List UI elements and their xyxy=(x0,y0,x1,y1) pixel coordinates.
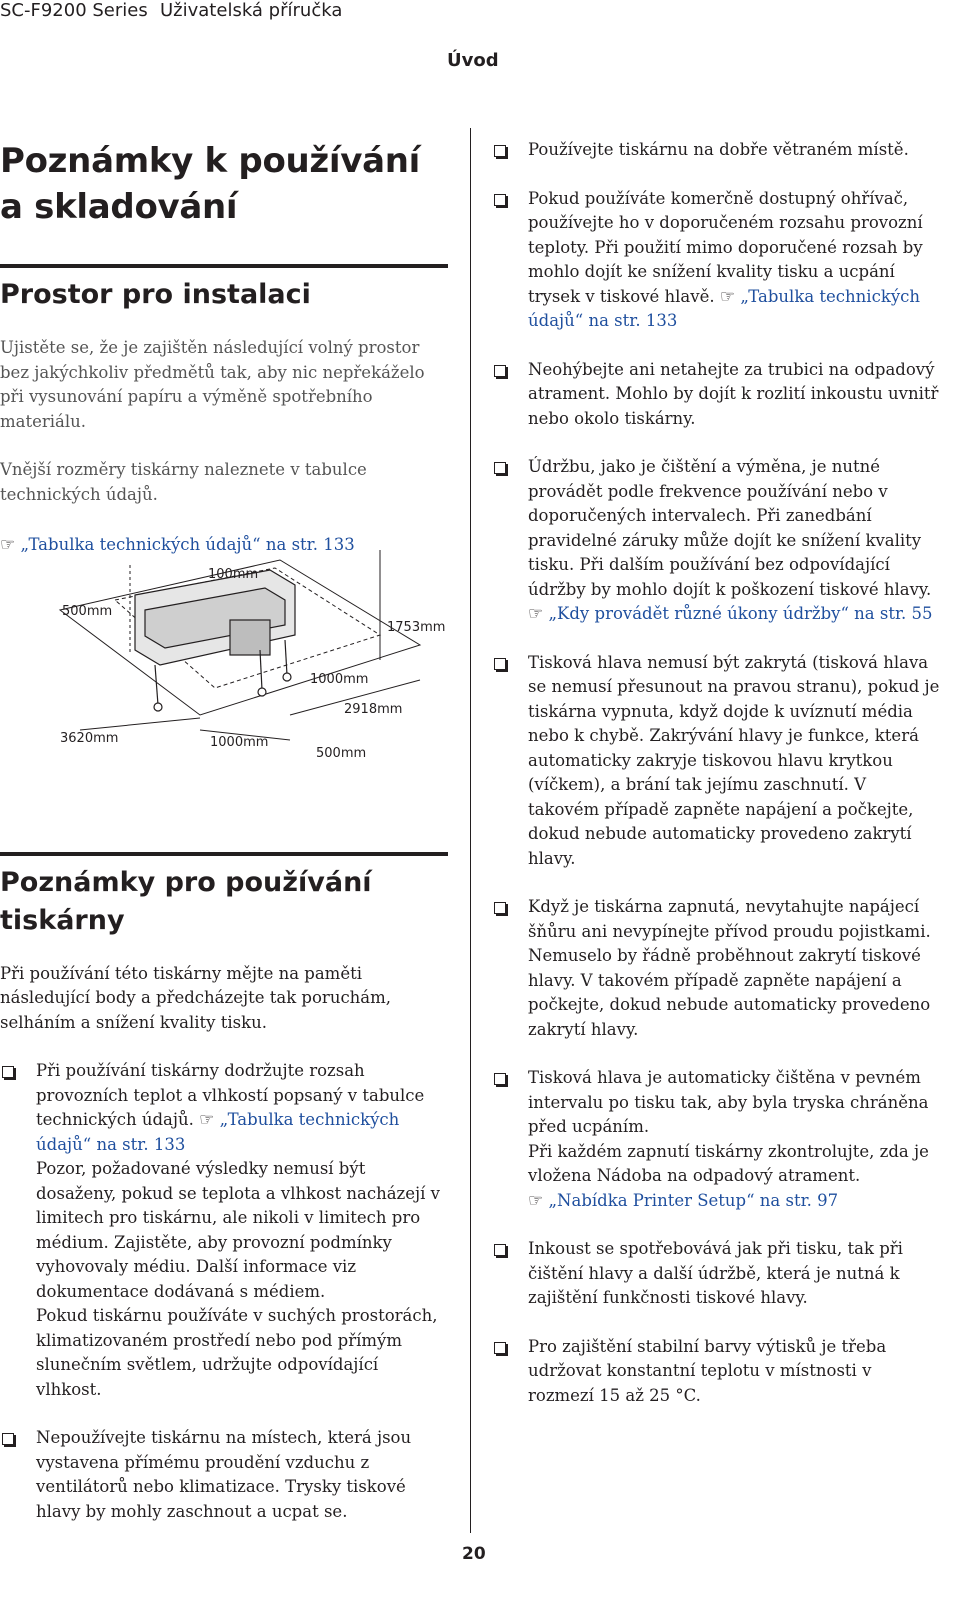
list-item: Údržbu, jako je čištění a výměna, je nutné provádět podle frekvence používání nebo v doporučených intervalech. Při zanedbání pravidelné záruky může dojít ke snížení kvality tisku. Při dalším používání bez odpovídající údržby by mohlo dojít k poškození tiskové hlavy. ☞ „Kdy provádět různé úkony údržby“ na str. 55 xyxy=(492,455,940,627)
left-column xyxy=(0,138,448,1548)
checkbox-bullet-icon xyxy=(494,145,506,157)
checkbox-bullet-icon xyxy=(494,194,506,206)
heading-rule-2 xyxy=(0,852,448,856)
list-item: Tisková hlava je automaticky čištěna v pevném intervalu po tisku tak, aby byla tryska chráněna před ucpáním. Při každém zapnutí tiskárny zkontrolujte, zda je vložena Nádoba na odpadový atrament. ☞ „Nabídka Printer Setup“ na str. 97 xyxy=(492,1066,940,1213)
checkbox-bullet-icon xyxy=(2,1066,14,1078)
dim-front: 1000mm xyxy=(210,735,269,750)
install-heading: Prostor pro instalaci xyxy=(0,279,311,310)
right-column xyxy=(492,138,940,1432)
list-item: Tisková hlava nemusí být zakrytá (tisková hlava se nemusí přesunout na pravou stranu), pokud je tiskárna vypnuta, když dojde k uvíznutí média nebo k chybě. Zakrývání hlavy je funkce, která automaticky zakryje tiskovou hlavu krytkou (víčkem), a brání tak jejímu zaschnutí. V takovém případě zapněte napájení a počkejte, dokud nebude automaticky provedeno zakrytí hlavy. xyxy=(492,651,940,872)
usage-heading: Poznámky pro používání tiskárny xyxy=(0,866,372,936)
install-paragraph-1: Ujistěte se, že je zajištěn následující volný prostor bez jakýchkoliv předmětů tak, aby nic nepřekáželo při vysunování papíru a výměně spotřebního materiálu. xyxy=(0,338,425,431)
dim-left: 500mm xyxy=(62,604,113,619)
list-item: Neohýbejte ani netahejte za trubici na odpadový atrament. Mohlo by dojít k rozlití inkoustu uvnitř nebo okolo tiskárny. xyxy=(492,358,940,432)
usage-list-right xyxy=(492,138,940,1408)
column-divider xyxy=(470,128,471,1533)
header-series: SC-F9200 Series xyxy=(0,0,148,21)
dim-front-right: 500mm xyxy=(316,746,367,761)
list-item: Při používání tiskárny dodržujte rozsah provozních teplot a vlhkostí popsaný v tabulce technických údajů. ☞ „Tabulka technických údajů“ na str. 133 Pozor, požadované výsledky nemusí být dosaženy, pokud se teplota a vlhkost nacházejí v limitech pro tiskárnu, ale nikoli v limitech pro médium. Zajistěte, aby provozní podmínky vyhovovaly médiu. Další informace viz dokumentace dodávaná s médiem. Pokud tiskárnu používáte v suchých prostorách, klimatizovaném prostředí nebo pod přímým slunečním světlem, udržujte odpovídající vlhkost. xyxy=(0,1059,448,1402)
checkbox-bullet-icon xyxy=(494,1342,506,1354)
dim-right-front: 1000mm xyxy=(310,672,369,687)
width-dimension-line xyxy=(80,718,200,730)
page-number: 20 xyxy=(462,1544,486,1564)
checkbox-bullet-icon xyxy=(494,462,506,474)
printer-illustration xyxy=(135,570,295,711)
reference-hand-icon: ☞ xyxy=(528,604,544,624)
page-title: Poznámky k používání a skladování xyxy=(0,141,421,227)
installation-space-diagram xyxy=(40,540,460,780)
header-guide-title: Uživatelská příručka xyxy=(160,0,343,21)
reference-hand-icon: ☞ xyxy=(199,1110,215,1130)
checkbox-bullet-icon xyxy=(494,902,506,914)
checkbox-bullet-icon xyxy=(494,1244,506,1256)
dim-width: 3620mm xyxy=(60,731,119,746)
dim-height: 1753mm xyxy=(387,620,446,635)
usage-list-left xyxy=(0,1059,448,1524)
dim-top: 100mm xyxy=(208,567,259,582)
list-item: Inkoust se spotřebovává jak při tisku, tak při čištění hlavy a další údržbě, která je nutná k zajištění funkčnosti tiskové hlavy. xyxy=(492,1237,940,1311)
list-item: Pokud používáte komerčně dostupný ohřívač, používejte ho v doporučeném rozsahu provozní teploty. Při použití mimo doporučené rozsah by mohlo dojít ke snížení kvality tisku a ucpání trysek v tiskové hlavě. ☞ „Tabulka technických údajů“ na str. 133 xyxy=(492,187,940,334)
list-item: Nepoužívejte tiskárnu na místech, která jsou vystavena přímému proudění vzduchu z ventilátorů nebo klimatizace. Trysky tiskové hlavy by mohly zaschnout a ucpat se. xyxy=(0,1426,448,1524)
reference-hand-icon: ☞ xyxy=(0,535,16,555)
checkbox-bullet-icon xyxy=(494,1073,506,1085)
reference-hand-icon: ☞ xyxy=(719,286,736,307)
list-item: Používejte tiskárnu na dobře větraném místě. xyxy=(492,138,940,163)
install-reference-link[interactable]: „Tabulka technických údajů“ na str. 133 xyxy=(20,535,355,554)
item7-reference-link[interactable]: „Nabídka Printer Setup“ na str. 97 xyxy=(548,1190,839,1210)
item2-reference-link[interactable]: „Tabulka technických údajů“ na str. 133 xyxy=(528,286,921,330)
item4-reference-link[interactable]: „Kdy provádět různé úkony údržby“ na str. 55 xyxy=(548,604,933,623)
list-item: Pro zajištění stabilní barvy výtisků je třeba udržovat konstantní teplotu v místnosti v rozmezí 15 až 25 °C. xyxy=(492,1335,940,1409)
item1-reference-link[interactable]: „Tabulka technických údajů“ na str. 133 xyxy=(36,1110,400,1154)
header-section: Úvod xyxy=(447,50,499,71)
dim-depth: 2918mm xyxy=(344,702,403,717)
checkbox-bullet-icon xyxy=(2,1433,14,1445)
checkbox-bullet-icon xyxy=(494,658,506,670)
usage-intro: Při používání této tiskárny mějte na paměti následující body a předcházejte tak poruchám, selháním a snížení kvality tisku. xyxy=(0,963,392,1032)
list-item: Když je tiskárna zapnutá, nevytahujte napájecí šňůru ani nevypínejte přívod proudu pojistkami. Nemuselo by řádně proběhnout zakrytí tiskové hlavy. V takovém případě zapněte napájení a počkejte, dokud nebude automaticky provedeno zakrytí hlavy. xyxy=(492,895,940,1042)
heading-rule xyxy=(0,264,448,268)
reference-hand-icon: ☞ xyxy=(528,1190,544,1211)
checkbox-bullet-icon xyxy=(494,365,506,377)
install-paragraph-2: Vnější rozměry tiskárny naleznete v tabulce technických údajů. xyxy=(0,460,367,504)
